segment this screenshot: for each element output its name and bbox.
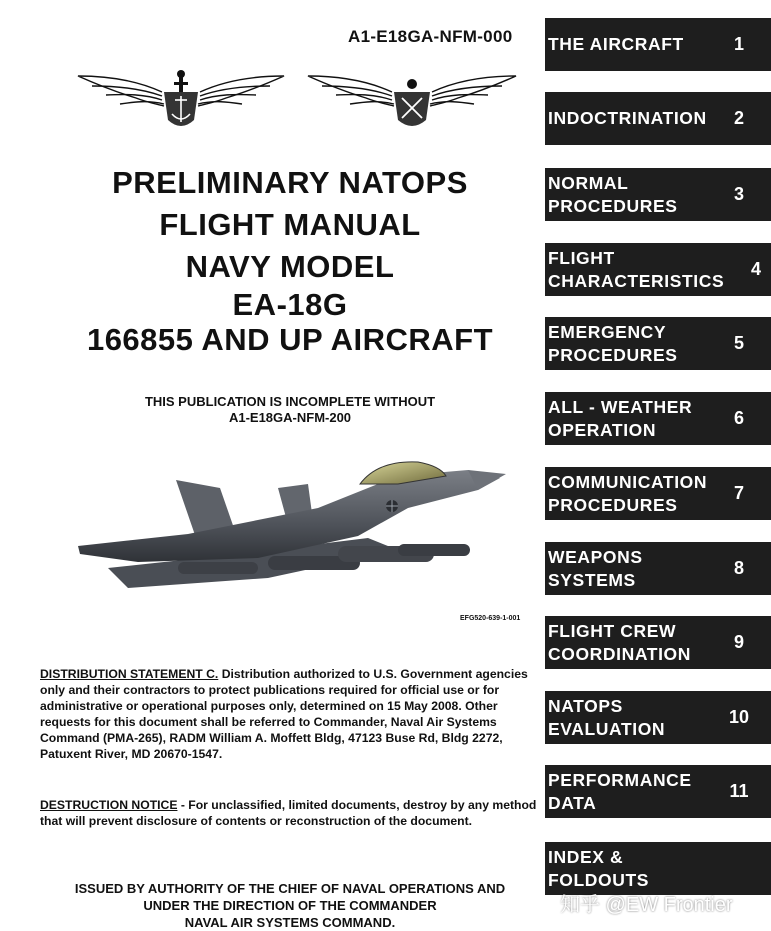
tab-number: 11 [729,781,749,801]
tab-label: PROCEDURES [548,344,678,365]
tab-weapons-systems[interactable] [545,542,771,595]
tab-label: FLIGHT [548,247,615,268]
tab-label: OPERATION [548,419,657,440]
tab-label: SYSTEMS [548,569,636,590]
tab-number: 9 [733,632,744,652]
title-line: EA-18G [232,287,348,322]
issued-line: ISSUED BY AUTHORITY OF THE CHIEF OF NAVAL OPERATIONS AND [74,881,506,896]
tab-label: DATA [548,792,597,813]
tab-label: EVALUATION [548,718,666,739]
destruction-text: - For unclassified, limited documents, destroy by any method that will prevent disclosure of contents or reconstruction of the document. [40,798,537,828]
tab-the-aircraft[interactable] [545,18,771,71]
notice-line: A1-E18GA-NFM-200 [228,410,352,425]
tab-label: EMERGENCY [548,321,667,342]
destruction-lead: DESTRUCTION NOTICE [40,798,178,812]
incomplete-notice [40,394,540,426]
issued-line: UNDER THE DIRECTION OF THE COMMANDER [143,898,437,913]
tab-number: 10 [728,707,750,727]
tab-label: WEAPONS [548,546,643,567]
notice-line: THIS PUBLICATION IS INCOMPLETE WITHOUT [144,394,436,409]
tab-number: 7 [733,483,744,503]
title-line: FLIGHT MANUAL [159,207,421,242]
tab-label: FOLDOUTS [548,869,650,890]
title-line: NAVY MODEL [185,249,395,284]
tab-label: CHARACTERISTICS [548,270,725,291]
issued-line: NAVAL AIR SYSTEMS COMMAND. [184,915,396,930]
tab-flight-characteristics[interactable] [545,243,771,296]
ea-18g-aircraft-illustration [68,450,508,600]
figure-label: EFG520-639-1-001 [460,615,521,622]
section-tabs [545,0,771,931]
manual-title [40,162,540,358]
watermark: 知乎 @EW Frontier [560,894,733,916]
tab-all-weather-operation[interactable] [545,392,771,445]
tab-flight-crew-coordination[interactable] [545,616,771,669]
tab-number: 3 [733,184,744,204]
tab-label: NATOPS [548,695,623,716]
tab-number: 2 [733,108,744,128]
naval-flight-officer-wings-icon [306,62,518,138]
tab-label: INDEX & [548,846,624,867]
tab-label: NORMAL [548,172,629,193]
tab-number: 8 [733,558,744,578]
title-line: 166855 AND UP AIRCRAFT [86,322,494,357]
naval-aviator-wings-icon [76,62,286,138]
tab-label: PROCEDURES [548,195,678,216]
tab-normal-procedures[interactable] [545,168,771,221]
tab-number: 6 [733,408,744,428]
tab-indoctrination[interactable] [545,92,771,145]
distribution-text: Distribution authorized to U.S. Government agencies only and their contractors to protect publications required for official use or for administrative or operational purposes only, determined on 15 May 2008. Other requests for this document shall be referred to Commander, Naval Air Systems Command (PMA-265), RADM William A. Moffett Bldg, 47123 Buse Rd, Bldg 2272, Patuxent River, MD 20670-1547. [40,667,528,761]
tab-label: COORDINATION [548,643,691,664]
tab-natops-evaluation[interactable] [545,691,771,744]
tab-performance-data[interactable] [545,765,771,818]
tab-label: FLIGHT CREW [548,620,677,641]
tab-label: COMMUNICATION [548,471,708,492]
tab-number: 4 [750,259,761,279]
tab-label: INDOCTRINATION [548,108,707,128]
title-line: PRELIMINARY NATOPS [112,165,468,200]
destruction-notice [40,797,545,829]
tab-communication-procedures[interactable] [545,467,771,520]
tab-label: PERFORMANCE [548,769,692,790]
tab-number: 5 [733,333,744,353]
document-id: A1-E18GA-NFM-000 [348,27,513,46]
issued-by-authority [40,880,540,931]
tab-label: PROCEDURES [548,494,678,515]
tab-emergency-procedures[interactable] [545,317,771,370]
distribution-lead: DISTRIBUTION STATEMENT C. [40,667,219,681]
tab-label: ALL - WEATHER [548,396,693,417]
tab-label: THE AIRCRAFT [548,34,684,54]
tab-number: 1 [733,34,744,54]
distribution-statement [40,666,545,762]
